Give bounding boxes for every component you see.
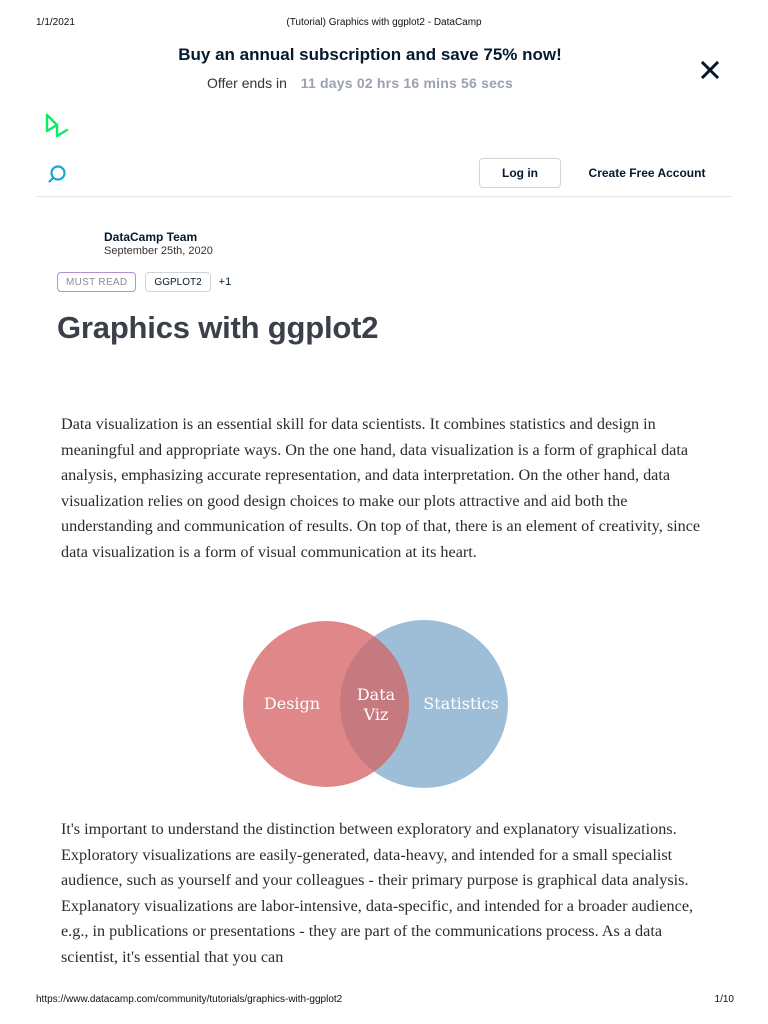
datacamp-logo[interactable] xyxy=(44,112,70,140)
venn-left-label: Design xyxy=(263,694,321,713)
search-button[interactable] xyxy=(46,163,68,185)
datacamp-logo-icon xyxy=(44,112,70,140)
login-button[interactable]: Log in xyxy=(479,158,561,188)
promo-headline: Buy an annual subscription and save 75% now! xyxy=(178,45,562,64)
tag-list xyxy=(57,272,231,292)
promo-offer-label: Offer ends in xyxy=(206,75,287,91)
print-date: 1/1/2021 xyxy=(36,17,75,28)
create-account-button[interactable]: Create Free Account xyxy=(588,166,706,180)
venn-diagram xyxy=(240,620,512,788)
article-title: Graphics with ggplot2 xyxy=(57,310,379,345)
tag-more[interactable]: +1 xyxy=(218,276,232,288)
promo-offer xyxy=(0,75,720,91)
promo-countdown: 11 days 02 hrs 16 mins 56 secs xyxy=(300,75,514,91)
print-url: https://www.datacamp.com/community/tutorials/graphics-with-ggplot2 xyxy=(36,994,343,1005)
search-icon xyxy=(46,163,68,185)
venn-center-label-line1: Data xyxy=(356,685,396,704)
print-document-title: (Tutorial) Graphics with ggplot2 - DataCamp xyxy=(286,17,482,28)
article-paragraph-1: Data visualization is an essential skill for data scientists. It combines statistics and design in meaningful and appropriate ways. On the one hand, data visualization is a form of graphical data analysis, emphasizing accurate representation, and data interpretation. On the other hand, data visualization relies on good design choices to make our plots attractive and aid both the understanding and communication of results. On top of that, there is an element of creativity, since data visualization is a form of visual communication at its heart. xyxy=(61,415,701,561)
venn-right-label: Statistics xyxy=(423,694,499,713)
venn-center-label-line2: Viz xyxy=(363,705,389,724)
publish-date: September 25th, 2020 xyxy=(104,245,213,257)
header-divider xyxy=(36,196,732,197)
tag-must-read[interactable]: MUST READ xyxy=(57,272,136,292)
close-icon xyxy=(698,58,722,82)
author-name[interactable]: DataCamp Team xyxy=(104,230,198,244)
article-paragraph-2: It's important to understand the distinction between exploratory and explanatory visualizations. Exploratory visualizations are easily-generated, data-heavy, and intended for a small specialist audience, such as yourself and your colleagues - their primary purpose is graphical data analysis. Explanatory visualizations are labor-intensive, data-specific, and intended for a broader audience, e.g., in publications or presentations - they are part of the communications process. As a data scientist, it's essential that you can xyxy=(61,820,694,966)
print-page-number: 1/10 xyxy=(714,994,734,1005)
close-promo-button[interactable] xyxy=(698,58,722,82)
tag-ggplot2[interactable]: GGPLOT2 xyxy=(145,272,210,292)
